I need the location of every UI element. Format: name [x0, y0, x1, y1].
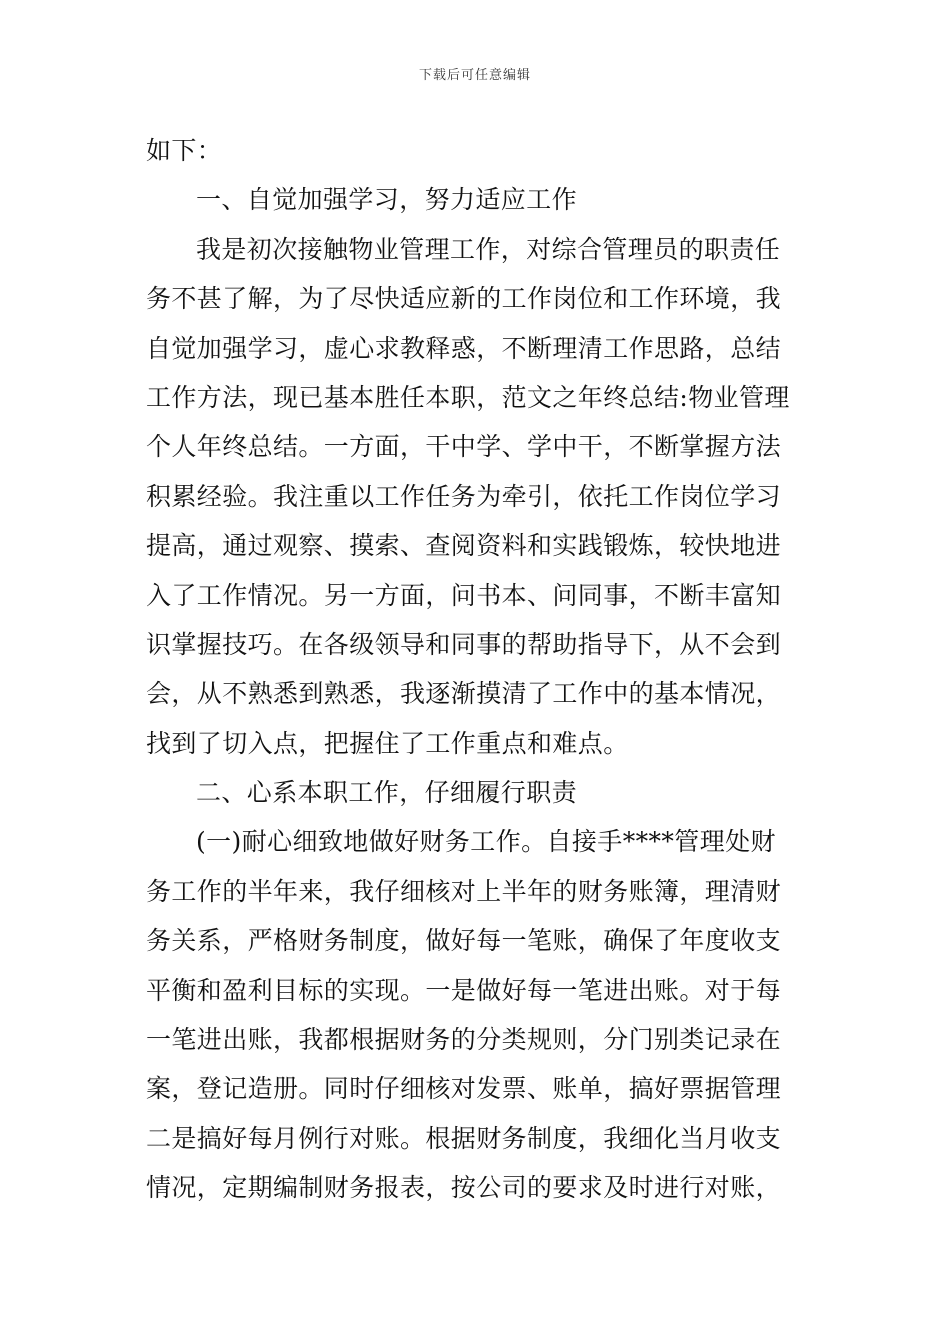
text-line: 自觉加强学习，虚心求教释惑，不断理清工作思路，总结: [146, 333, 782, 363]
page-header-note: 下载后可任意编辑: [418, 68, 531, 83]
text-line: 一笔进出账，我都根据财务的分类规则，分门别类记录在: [146, 1025, 782, 1055]
text-line: 工作方法，现已基本胜任本职，范文之年终总结:物业管理: [146, 382, 790, 412]
text-line: 入了工作情况。另一方面，问书本、问同事，不断丰富知: [146, 580, 782, 610]
text-line: 会，从不熟悉到熟悉，我逐渐摸清了工作中的基本情况，: [146, 679, 782, 709]
text-line: 案，登记造册。同时仔细核对发票、账单，搞好票据管理: [146, 1074, 782, 1104]
text-line: 务关系，严格财务制度，做好每一笔账，确保了年度收支: [146, 926, 782, 956]
text-line: 提高，通过观察、摸索、查阅资料和实践锻炼，较快地进: [146, 531, 782, 561]
text-line: 找到了切入点，把握住了工作重点和难点。: [146, 728, 629, 758]
text-line: 情况，定期编制财务报表，按公司的要求及时进行对账，: [146, 1173, 782, 1203]
text-line: (一)耐心细致地做好财务工作。自接手****管理处财: [196, 827, 776, 857]
text-line: 个人年终总结。一方面，干中学、学中干，不断掌握方法: [146, 432, 782, 462]
document-body: [146, 126, 808, 1213]
section-heading-1: 一、自觉加强学习，努力适应工作: [196, 185, 578, 215]
text-line: 如下：: [146, 136, 223, 165]
text-line: 二是搞好每月例行对账。根据财务制度，我细化当月收支: [146, 1123, 782, 1153]
text-line: 务工作的半年来，我仔细核对上半年的财务账簿，理清财: [146, 876, 782, 906]
section-heading-2: 二、心系本职工作，仔细履行职责: [196, 778, 578, 808]
text-line: 识掌握技巧。在各级领导和同事的帮助指导下，从不会到: [146, 629, 782, 659]
text-line: 务不甚了解，为了尽快适应新的工作岗位和工作环境，我: [146, 284, 782, 314]
text-line: 我是初次接触物业管理工作，对综合管理员的职责任: [196, 234, 781, 264]
text-line: 积累经验。我注重以工作任务为牵引，依托工作岗位学习: [146, 481, 782, 511]
text-line: 平衡和盈利目标的实现。一是做好每一笔进出账。对于每: [146, 975, 782, 1005]
